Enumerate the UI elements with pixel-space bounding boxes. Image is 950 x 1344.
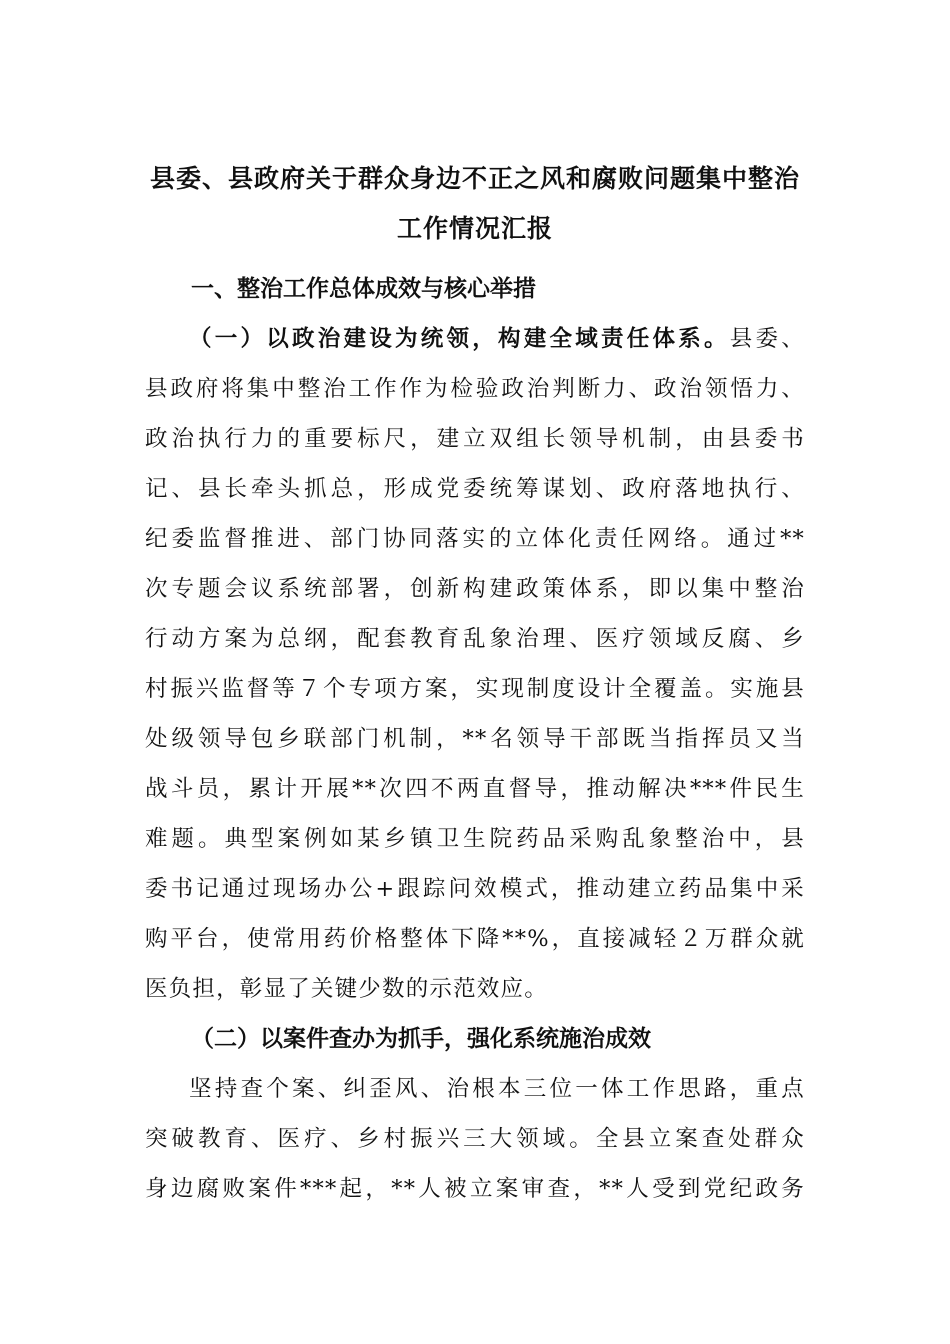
paragraph-line: 坚持查个案、纠歪风、治根本三位一体工作思路，重点 (189, 1076, 805, 1102)
paragraph-line: 购平台，使常用药价格整体下降**%，直接减轻２万群众就 (145, 926, 805, 952)
paragraph-line: 突破教育、医疗、乡村振兴三大领域。全县立案查处群众 (145, 1126, 805, 1152)
paragraph-line: 难题。典型案例如某乡镇卫生院药品采购乱象整治中，县 (145, 826, 805, 852)
subsection-2-paragraph (145, 1064, 805, 1214)
document-page (145, 150, 805, 1214)
paragraph-line: 行动方案为总纲，配套教育乱象治理、医疗领域反腐、乡 (145, 626, 805, 652)
paragraph-line: 处级领导包乡联部门机制，**名领导干部既当指挥员又当 (145, 726, 805, 752)
subsection-2-heading: （二）以案件查办为抓手，强化系统施治成效 (191, 1025, 651, 1052)
paragraph-line: 政治执行力的重要标尺，建立双组长领导机制，由县委书 (145, 426, 805, 452)
paragraph-line: 县政府将集中整治工作作为检验政治判断力、政治领悟力、 (145, 376, 805, 402)
paragraph-line: 村振兴监督等７个专项方案，实现制度设计全覆盖。实施县 (145, 676, 805, 702)
document-title (145, 150, 805, 254)
section-1-heading: 一、整治工作总体成效与核心举措 (191, 275, 536, 302)
paragraph-line: 纪委监督推进、部门协同落实的立体化责任网络。通过** (145, 526, 805, 552)
paragraph-line: 医负担，彰显了关键少数的示范效应。 (145, 976, 548, 1002)
subsection-1-paragraph (145, 314, 805, 1014)
paragraph-line: 次专题会议系统部署，创新构建政策体系，即以集中整治 (145, 576, 805, 602)
paragraph-line: （一）以政治建设为统领，构建全域责任体系。县委、 (189, 326, 806, 352)
paragraph-line: 身边腐败案件***起，**人被立案审查，**人受到党纪政务 (145, 1176, 805, 1202)
paragraph-line: 委书记通过现场办公+跟踪问效模式，推动建立药品集中采 (145, 876, 805, 902)
title-line-1: 县委、县政府关于群众身边不正之风和腐败问题集中整治 (149, 164, 800, 193)
paragraph-line: 战斗员，累计开展**次四不两直督导，推动解决***件民生 (145, 776, 805, 802)
title-line-2: 工作情况汇报 (396, 214, 553, 243)
paragraph-line: 记、县长牵头抓总，形成党委统筹谋划、政府落地执行、 (145, 476, 805, 502)
subsection-1-lead: （一）以政治建设为统领，构建全域责任体系。 (189, 326, 730, 352)
